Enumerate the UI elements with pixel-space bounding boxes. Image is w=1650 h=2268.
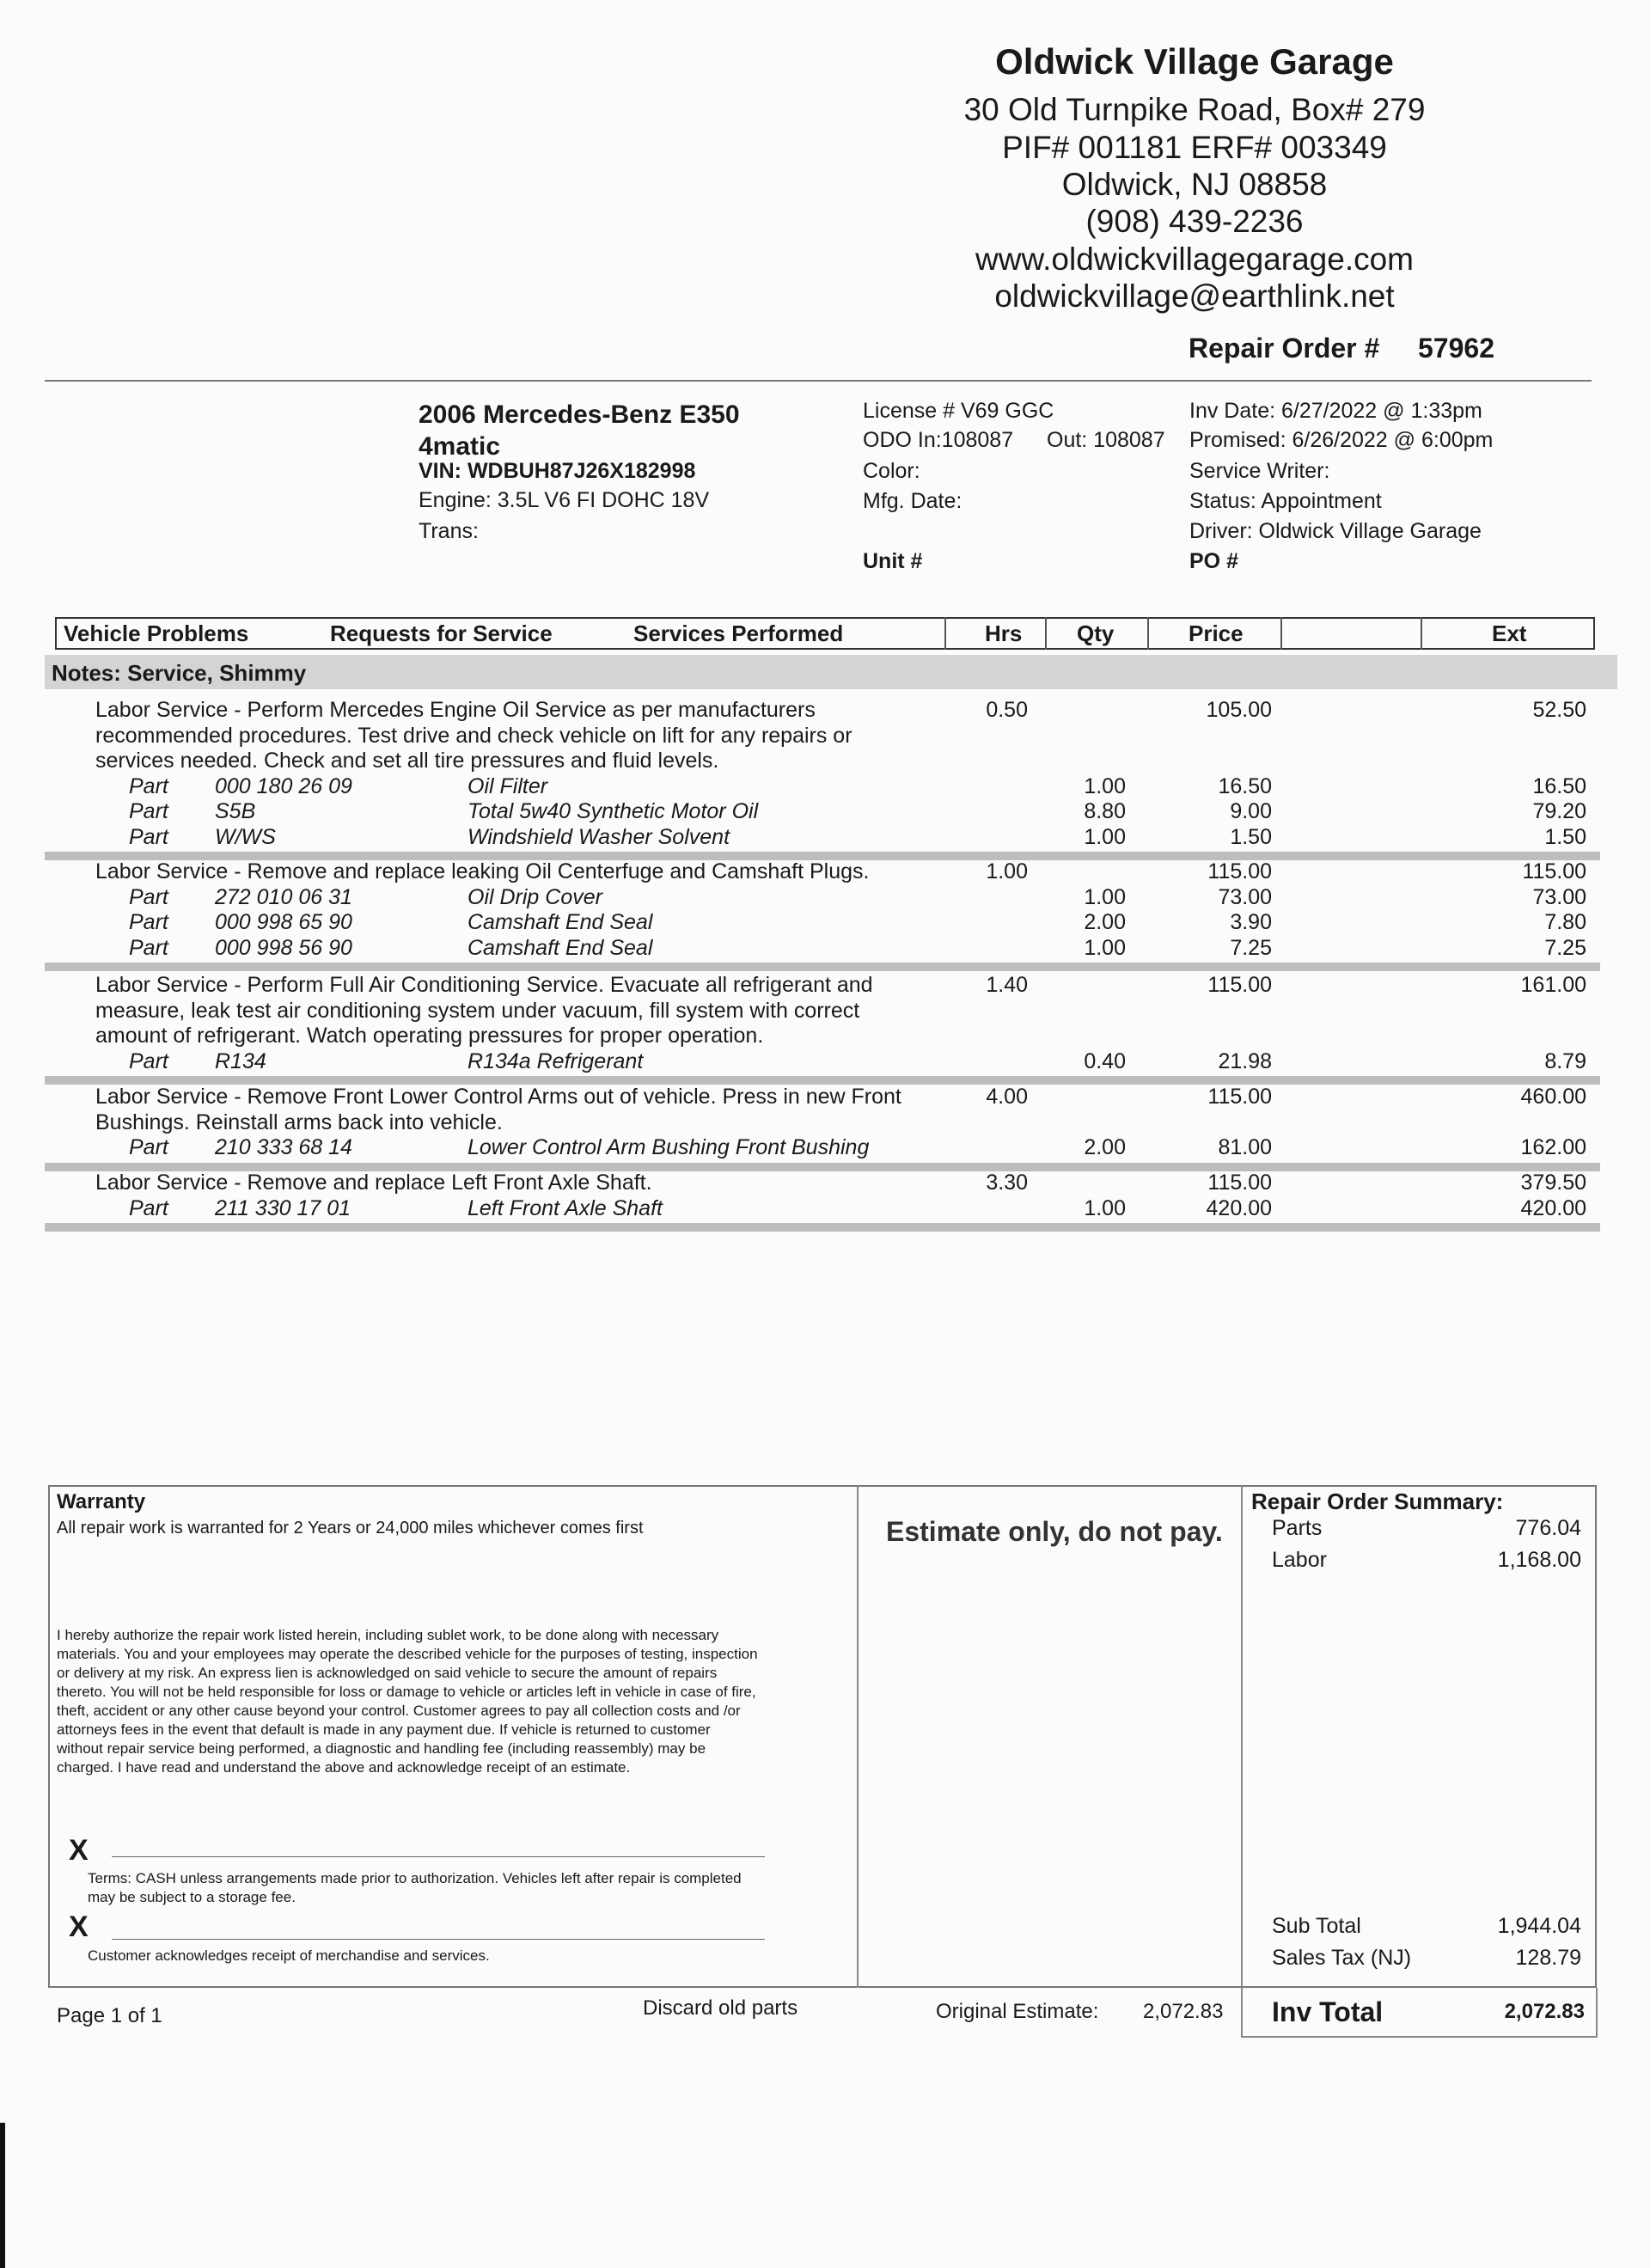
part-price: 7.25 [1230,935,1272,960]
warranty-title: Warranty [57,1490,146,1513]
part-qty: 1.00 [1084,773,1126,798]
shop-phone: (908) 439-2236 [1085,204,1304,239]
estimate-note: Estimate only, do not pay. [886,1516,1223,1547]
row-separator [45,1076,1600,1085]
original-estimate-value: 2,072.83 [1143,2000,1224,2023]
part-price: 9.00 [1230,799,1272,823]
labor-line: Labor Service - Remove and replace leaking Oil Centerfuge and Camshaft Plugs. [95,859,870,883]
shop-address: 30 Old Turnpike Road, Box# 279 [963,92,1426,127]
part-type: Part [129,884,168,909]
labor-hrs: 4.00 [986,1085,1028,1109]
row-separator [45,1223,1600,1232]
summary-labor-value: 1,168.00 [1497,1548,1581,1572]
col-divider [1421,617,1422,650]
authorization-line: I hereby authorize the repair work listed herein, including sublet work, to be done along with necessary [57,1627,719,1643]
part-type: Part [129,1048,168,1073]
promised-date: Promised: 6/26/2022 @ 6:00pm [1189,428,1494,452]
part-number: 211 330 17 01 [215,1195,351,1220]
labor-line: Labor Service - Perform Full Air Conditioning Service. Evacuate all refrigerant and [95,973,873,997]
labor-hrs: 1.00 [986,859,1028,883]
part-ext: 16.50 [1532,773,1586,798]
labor-price: 115.00 [1207,859,1272,883]
labor-price: 105.00 [1206,698,1272,722]
labor-price: 115.00 [1207,973,1272,997]
part-type: Part [129,1135,168,1159]
authorization-line: attorneys fees in the event that default is made in any payment due. If vehicle is returned to customer [57,1721,711,1738]
part-price: 73.00 [1218,884,1272,909]
part-price: 3.90 [1230,910,1272,934]
part-type: Part [129,935,168,960]
part-number: W/WS [215,824,276,849]
labor-ext: 460.00 [1520,1085,1586,1109]
part-ext: 79.20 [1532,799,1586,823]
th-qty: Qty [1077,620,1115,646]
subtotal-label: Sub Total [1272,1914,1361,1938]
part-qty: 8.80 [1084,799,1126,823]
part-number: S5B [215,799,256,823]
part-price: 1.50 [1230,824,1272,849]
part-type: Part [129,910,168,934]
box-divider [1241,2036,1598,2038]
labor-price: 115.00 [1207,1171,1272,1195]
summary-labor-label: Labor [1272,1548,1327,1572]
part-type: Part [129,824,168,849]
vehicle-mfg-date: Mfg. Date: [863,489,962,513]
part-price: 16.50 [1218,773,1272,798]
shop-city: Oldwick, NJ 08858 [1061,167,1328,202]
vehicle-model: 2006 Mercedes-Benz E350 [419,400,740,429]
part-number: 272 010 06 31 [215,884,352,909]
summary-title: Repair Order Summary: [1251,1489,1504,1514]
part-description: Camshaft End Seal [468,935,653,960]
part-qty: 1.00 [1084,935,1126,960]
shop-name: Oldwick Village Garage [995,41,1394,82]
authorization-text [57,1626,856,1777]
part-number: 000 180 26 09 [215,773,352,798]
vehicle-trim: 4matic [419,432,501,461]
po-number: PO # [1189,549,1238,573]
part-ext: 7.80 [1544,910,1586,934]
part-qty: 2.00 [1084,910,1126,934]
vehicle-odo-in: ODO In:108087 [863,428,1014,452]
th-problems: Vehicle Problems [64,620,249,646]
signature-x: X [69,1834,89,1867]
service-writer: Service Writer: [1189,459,1330,483]
part-ext: 1.50 [1544,824,1586,849]
labor-ext: 379.50 [1520,1171,1586,1195]
vehicle-odo-out: Out: 108087 [1047,428,1165,452]
part-qty: 1.00 [1084,824,1126,849]
vehicle-unit: Unit # [863,549,923,573]
labor-hrs: 3.30 [986,1171,1028,1195]
part-ext: 162.00 [1520,1135,1586,1159]
vehicle-engine: Engine: 3.5L V6 FI DOHC 18V [419,488,710,512]
repair-order-label: Repair Order # [1189,333,1380,364]
box-divider [857,1485,859,1988]
row-separator [45,1163,1600,1171]
vehicle-color: Color: [863,459,920,483]
authorization-line: thereto. You will not be held responsible for loss or damage to vehicle or articles left in vehicle in case of fire, [57,1684,756,1700]
part-price: 21.98 [1218,1048,1272,1073]
authorization-line: charged. I have read and understand the above and acknowledge receipt of an estimate. [57,1759,631,1776]
inv-date: Inv Date: 6/27/2022 @ 1:33pm [1189,399,1482,423]
signature-x: X [69,1910,89,1943]
shop-email: oldwickvillage@earthlink.net [994,278,1395,314]
labor-line: Labor Service - Remove and replace Left Front Axle Shaft. [95,1171,652,1195]
shop-ids: PIF# 001181 ERF# 003349 [1002,130,1387,165]
repair-order-number: 57962 [1418,333,1494,364]
labor-price: 115.00 [1207,1085,1272,1109]
authorization-line: materials. You and your employees may operate the described vehicle for the purposes of testing, inspection [57,1646,758,1662]
part-type: Part [129,773,168,798]
part-ext: 7.25 [1544,935,1586,960]
labor-hrs: 0.50 [986,698,1028,722]
warranty-text: All repair work is warranted for 2 Years or 24,000 miles whichever comes first [57,1519,644,1537]
part-description: Left Front Axle Shaft [468,1195,663,1220]
tax-value: 128.79 [1515,1946,1581,1970]
part-number: 000 998 65 90 [215,910,352,934]
labor-line: Labor Service - Remove Front Lower Control Arms out of vehicle. Press in new Front [95,1085,901,1109]
authorization-line: without repair service being performed, a diagnostic and handling fee (including reassembly) may be [57,1740,706,1757]
part-description: Windshield Washer Solvent [468,824,730,849]
vehicle-license: License # V69 GGC [863,399,1054,423]
labor-hrs: 1.40 [986,973,1028,997]
header-divider [45,380,1592,382]
authorization-line: theft, accident or any other cause beyond your control. Customer agrees to pay all collection costs and /or [57,1703,741,1719]
col-divider [1147,617,1149,650]
signature-line [112,1939,765,1940]
part-description: Oil Drip Cover [468,884,602,909]
th-hrs: Hrs [985,620,1023,646]
summary-parts-value: 776.04 [1515,1516,1581,1540]
col-divider [1045,617,1047,650]
part-qty: 2.00 [1084,1135,1126,1159]
part-description: Lower Control Arm Bushing Front Bushing [468,1135,870,1159]
original-estimate-label: Original Estimate: [936,2000,1099,2023]
notes: Notes: Service, Shimmy [52,660,307,686]
part-ext: 8.79 [1544,1048,1586,1073]
part-qty: 0.40 [1084,1048,1126,1073]
part-ext: 73.00 [1532,884,1586,909]
scan-edge [0,2123,5,2268]
acknowledge-text: Customer acknowledges receipt of merchandise and services. [88,1947,490,1964]
part-type: Part [129,1195,168,1220]
th-price: Price [1189,620,1244,646]
box-divider [1241,1485,1243,2038]
labor-line: measure, leak test air conditioning system under vacuum, fill system with correct [95,998,860,1023]
labor-line: recommended procedures. Test drive and check vehicle on lift for any repairs or [95,723,852,748]
part-number: R134 [215,1048,266,1073]
authorization-line: or delivery at my risk. An express lien is acknowledged on said vehicle to secure the amount of repairs [57,1665,718,1681]
part-description: Camshaft End Seal [468,910,653,934]
labor-line: amount of refrigerant. Watch operating pressures for proper operation. [95,1024,764,1048]
th-performed: Services Performed [633,620,844,646]
driver: Driver: Oldwick Village Garage [1189,519,1482,543]
part-number: 210 333 68 14 [215,1135,352,1159]
row-separator [45,963,1600,971]
col-divider [944,617,946,650]
status: Status: Appointment [1189,489,1382,513]
shop-website: www.oldwickvillagegarage.com [975,241,1414,277]
part-description: R134a Refrigerant [468,1048,644,1073]
part-ext: 420.00 [1520,1195,1586,1220]
terms-line-1: Terms: CASH unless arrangements made prior to authorization. Vehicles left after repair is completed [88,1870,742,1886]
part-description: Total 5w40 Synthetic Motor Oil [468,799,759,823]
part-price: 420.00 [1206,1195,1272,1220]
inv-total-value: 2,072.83 [1504,2000,1585,2023]
vehicle-vin: VIN: WDBUH87J26X182998 [419,459,696,483]
labor-line: Labor Service - Perform Mercedes Engine Oil Service as per manufacturers [95,698,816,722]
terms-line-2: may be subject to a storage fee. [88,1889,296,1905]
vehicle-trans: Trans: [419,519,479,543]
inv-total-label: Inv Total [1272,1996,1384,2027]
summary-parts-label: Parts [1272,1516,1323,1540]
part-description: Oil Filter [468,773,548,798]
discard-note: Discard old parts [643,1996,798,2020]
part-number: 000 998 56 90 [215,935,352,960]
labor-line: Bushings. Reinstall arms back into vehicle. [95,1110,503,1134]
part-qty: 1.00 [1084,884,1126,909]
labor-ext: 115.00 [1522,859,1586,883]
th-ext: Ext [1492,620,1527,646]
col-divider [1280,617,1282,650]
labor-ext: 52.50 [1532,698,1586,722]
part-price: 81.00 [1218,1135,1272,1159]
th-requests: Requests for Service [330,620,553,646]
labor-ext: 161.00 [1520,973,1586,997]
page-number: Page 1 of 1 [57,2004,162,2027]
part-qty: 1.00 [1084,1195,1126,1220]
signature-line [112,1856,765,1857]
labor-line: services needed. Check and set all tire pressures and fluid levels. [95,749,719,773]
part-type: Part [129,799,168,823]
tax-label: Sales Tax (NJ) [1272,1946,1412,1970]
subtotal-value: 1,944.04 [1497,1914,1581,1938]
box-divider [1596,1988,1598,2038]
